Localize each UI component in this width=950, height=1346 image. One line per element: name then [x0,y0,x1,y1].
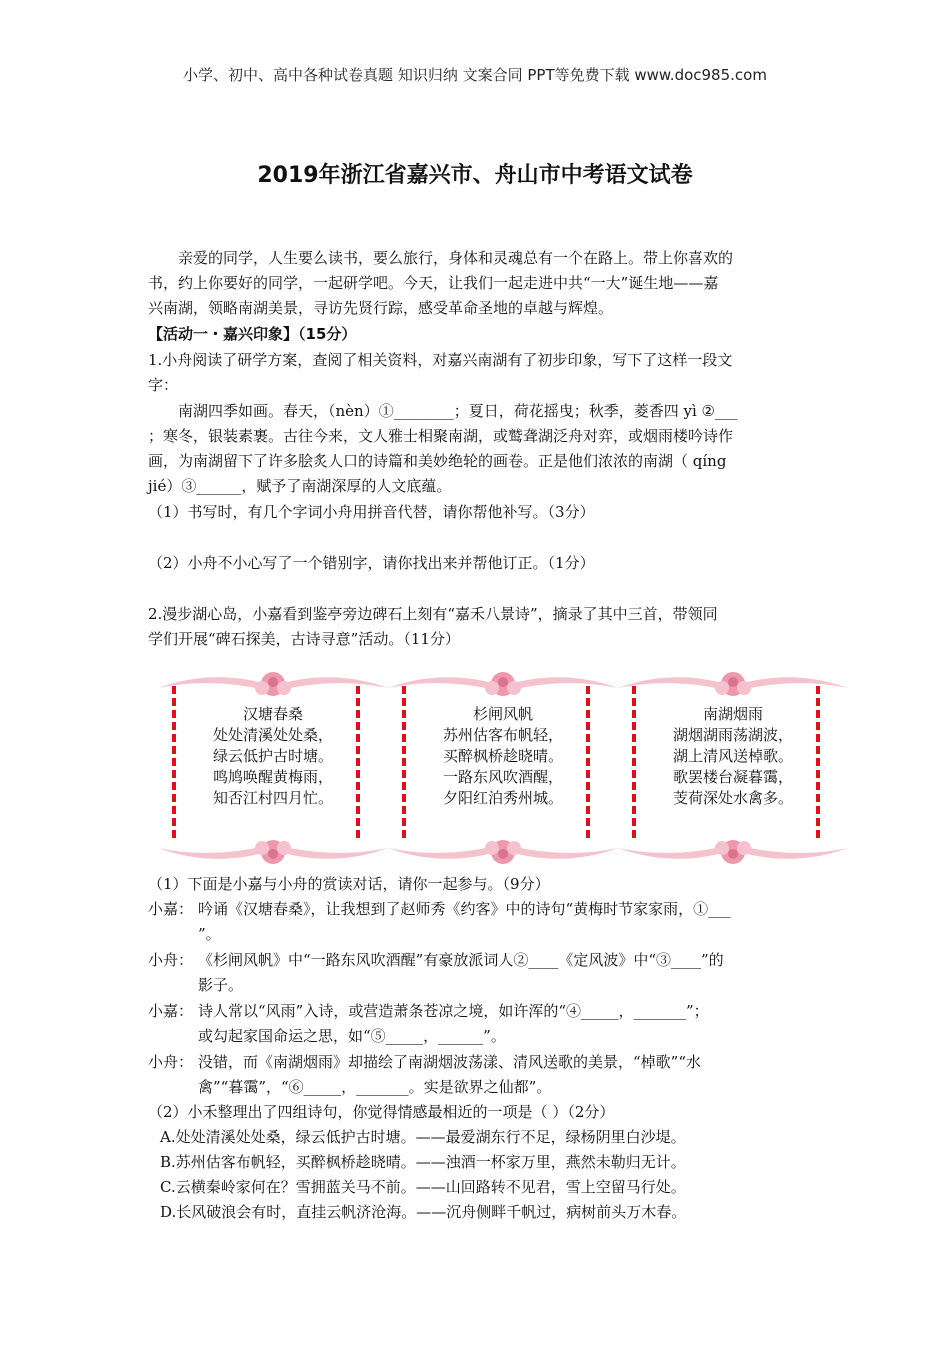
option-d: D.长风破浪会有时，直挂云帆济沧海。——沉舟侧畔千帆过，病树前头万木春。 [160,1203,687,1221]
dialog-line: 没错，而《南湖烟雨》却描绘了南湖烟波荡漾、清风送歌的美景，“棹歌”“水 [198,1053,702,1071]
page-title: 2019年浙江省嘉兴市、舟山市中考语文试卷 [257,163,693,188]
dialog-speaker: 小嘉： [148,1002,194,1020]
poem-line: 苏州估客布帆轻， [442,726,563,744]
poem-card-2 [400,660,606,872]
question-2-sub2: （2）小禾整理出了四组诗句，你觉得情感最相近的一项是（ ）（2分） [148,1103,615,1121]
ribbon-decoration [386,836,620,866]
ribbon-decoration [616,670,850,700]
passage-line: ；寒冬，银装素裹。古往今来，文人雅士相聚南湖，或鹫聋湖泛舟对弈，或烟雨楼吟诗作 [148,427,734,445]
poem-text [630,704,836,809]
option-c: C.云横秦岭家何在？雪拥蓝关马不前。——山回路转不见君，雪上空留马行处。 [160,1178,686,1196]
question-2-sub1: （1）下面是小嘉与小舟的赏读对话，请你一起参与。（9分） [148,875,550,893]
dialog-line: ”。 [198,925,221,943]
poem-line: 鸣鸠唤醒黄梅雨， [212,768,333,786]
poem-card-1 [170,660,376,872]
dialog-line: 诗人常以“风雨”入诗，或营造萧条苍凉之境，如许浑的“④_____，_______”； [198,1002,709,1020]
poem-line: 买醉枫桥趁晓晴。 [442,747,563,765]
dialog-line: 影子。 [198,976,244,994]
poem-line: 湖烟湖雨荡湖波， [672,726,793,744]
poem-title: 汉塘春桑 [242,705,303,723]
dialog-line: 吟诵《汉塘春桑》，让我想到了赵师秀《约客》中的诗句“黄梅时节家家雨，①___ [198,900,731,918]
passage-line: 画，为南湖留下了许多脍炙人口的诗篇和美妙绝轮的画卷。正是他们浓浓的南湖（ qíng [148,452,727,470]
option-b: B.苏州估客布帆轻，买醉枫桥趁晓晴。——浊酒一杯家万里，燕然未勒归无计。 [160,1153,686,1171]
dialog-line: 禽”“暮霭”，“⑥_____，_______。实是欲界之仙都”。 [198,1078,552,1096]
question-1: 1.小舟阅读了研学方案，查阅了相关资料，对嘉兴南湖有了初步印象，写下了这样一段文 [148,351,733,369]
question-1-sub1: （1）书写时，有几个字词小舟用拼音代替，请你帮他补写。（3分） [148,503,595,521]
question-1-sub2: （2）小舟不小心写了一个错别字，请你找出来并帮他订正。（1分） [148,554,595,572]
ribbon-decoration [156,670,390,700]
poem-line: 芰荷深处水禽多。 [672,789,793,807]
poem-line: 湖上清风送棹歌。 [672,747,793,765]
page-header: 小学、初中、高中各种试卷真题 知识归纳 文案合同 PPT等免费下载 www.doc985.com [183,66,767,84]
ribbon-decoration [156,836,390,866]
activity-heading: 【活动一・嘉兴印象】（15分） [148,325,357,343]
intro-line: 书，约上你要好的同学，一起研学吧。今天，让我们一起走进中共“一大”诞生地——嘉 [148,274,719,292]
ribbon-decoration [616,836,850,866]
poem-line: 歌罢楼台凝暮霭， [672,768,793,786]
poem-line: 一路东风吹酒醒， [442,768,563,786]
poem-line: 知否江村四月忙。 [212,789,333,807]
passage-line: jié）③______，赋予了南湖深厚的人文底蕴。 [148,477,452,495]
question-2: 2.漫步湖心岛，小嘉看到鉴亭旁边碑石上刻有“嘉禾八景诗”，摘录了其中三首，带领同 [148,605,718,623]
dialog-speaker: 小舟： [148,951,194,969]
option-a: A.处处清溪处处桑，绿云低护古时塘。——最爱湖东行不足，绿杨阴里白沙堤。 [160,1128,686,1146]
dialog-line: 《杉闸风帆》中“一路东风吹酒醒”有豪放派词人②____《定风波》中“③____”的 [198,951,724,969]
question-1-cont: 字： [148,376,179,394]
intro-line: 亲爱的同学，人生要么读书，要么旅行，身体和灵魂总有一个在路上。带上你喜欢的 [178,249,734,267]
poem-title: 南湖烟雨 [702,705,763,723]
question-2-cont: 学们开展“碑石探美，古诗寻意”活动。（11分） [148,630,460,648]
poem-line: 绿云低护古时塘。 [212,747,333,765]
poem-text [170,704,376,809]
passage-line: 南湖四季如画。春天，（nèn）①________；夏日，荷花摇曳；秋季，菱香四 yì ②___ [178,402,738,420]
poem-line: 处处清溪处处桑， [212,726,333,744]
poem-title: 杉闸风帆 [472,705,533,723]
poem-text [400,704,606,809]
poem-card-3 [630,660,836,872]
intro-line: 兴南湖，领略南湖美景，寻访先贤行踪，感受革命圣地的卓越与辉煌。 [148,299,614,317]
ribbon-decoration [386,670,620,700]
dialog-speaker: 小舟： [148,1053,194,1071]
dialog-speaker: 小嘉： [148,900,194,918]
dialog-line: 或勾起家国命运之思，如“⑤_____，______”。 [198,1027,506,1045]
poem-line: 夕阳红泊秀州城。 [442,789,563,807]
